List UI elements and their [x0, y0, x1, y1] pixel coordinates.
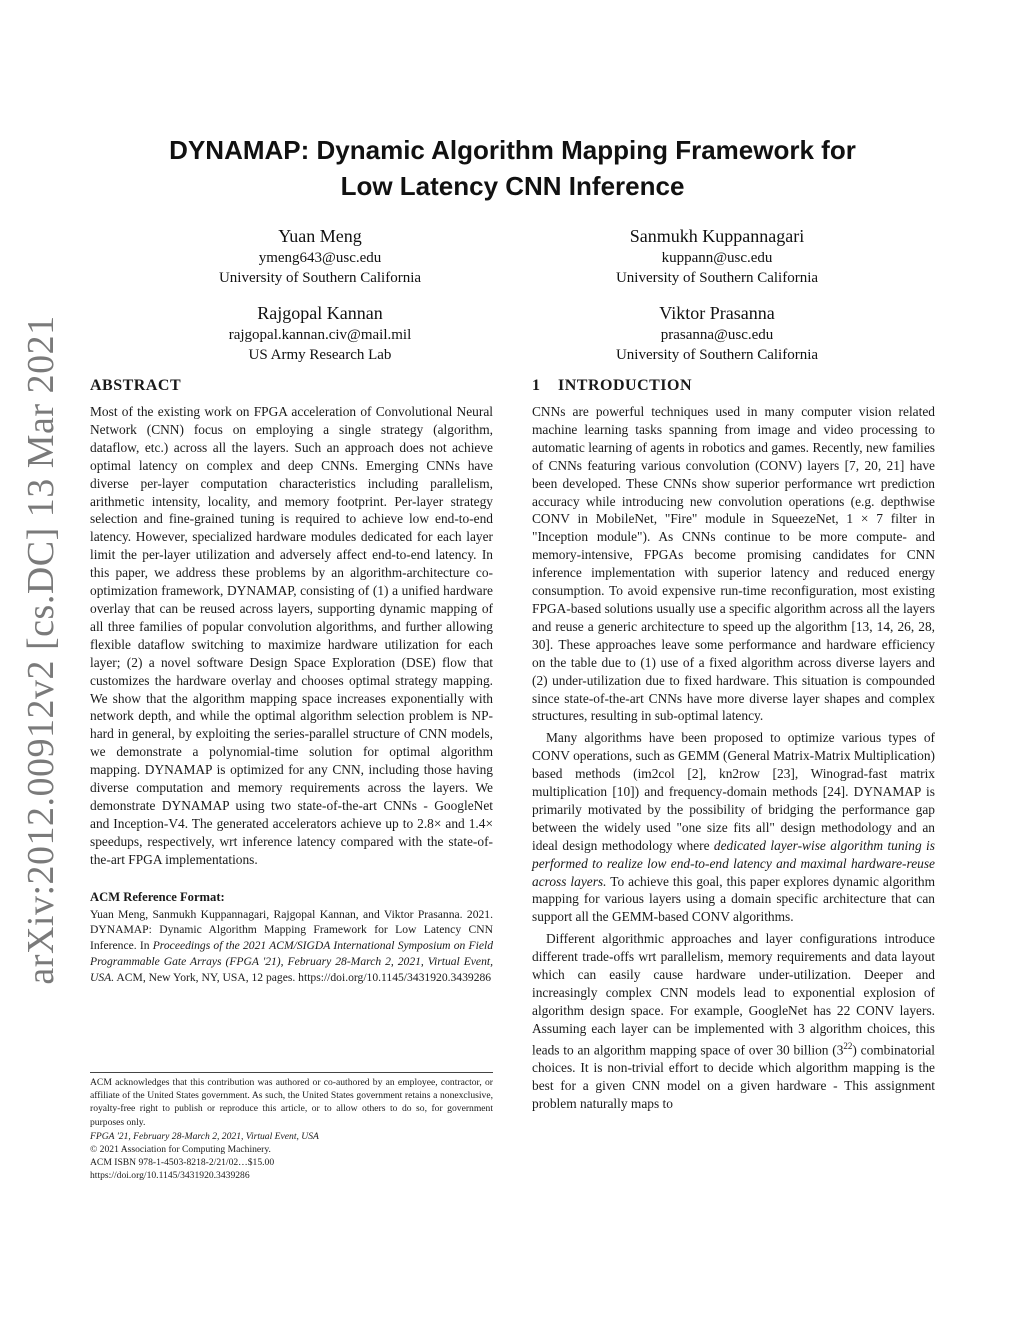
- acm-reference-heading: ACM Reference Format:: [90, 889, 225, 904]
- title-line-2: Low Latency CNN Inference: [340, 171, 685, 201]
- author-affiliation: University of Southern California: [615, 270, 819, 286]
- reference-proceedings: Proceedings of the 2021 ACM/SIGDA International Symposium on Field Programmable Gate Arrays (FPGA '21), February 28-March 2, 2021, Virtual Event, USA.: [90, 939, 493, 985]
- paper-title: [90, 132, 935, 204]
- abstract-heading: ABSTRACT: [90, 377, 182, 394]
- right-column: [532, 376, 935, 1113]
- abstract-text: Most of the existing work on FPGA acceleration of Convolutional Neural Network (CNN) focus on employing a single strategy (algorithm, dataflow, etc.) across all the layers. Such an approach does not achieve optimal latency on complex and deep CNNs. Emerging CNNs have diverse per-layer computation characteristics including parallelism, arithmetic intensity, locality, and memory footprint. Per-layer strategy selection and fine-grained tuning is required to achieve low end-to-end latency. However, specialized hardware modules dedicated for each layer limit the per-layer utilization and adversely affect end-to-end latency. In this paper, we address these problems by an algorithm-architecture co-optimization framework, DYNAMAP, consisting of (1) a unified hardware overlay that can be reused across layers, supporting dynamic mapping of all three families of popular convolution algorithms, and further allowing flexible dataflow switching to maximize hardware utilization for each layer; (2) a novel software Design Space Exploration (DSE) flow that customizes the hardware overlay and chooses optimal strategy mapping. We show that the algorithm mapping space increases exponentially with network depth, and while the optimal algorithm selection problem is NP-hard in general, by exploiting the series-parallel structure of CNN models, we demonstrate a polynomial-time solution for optimal algorithm mapping. DYNAMAP is optimized for any CNN, including those having diverse computation and memory requirements across the layers. We demonstrate DYNAMAP using two state-of-the-art CNNs - GoogleNet and Inception-V4. The generated accelerators achieve up to 2.8× and 1.4× speedups, respectively, wrt inference latency compared with the state-of-the-art FPGA implementations.: [90, 404, 493, 867]
- author-name: Yuan Meng: [278, 226, 362, 246]
- intro-paragraph-3: [532, 930, 935, 1113]
- author-block-3: [155, 301, 485, 365]
- author-name: Sanmukh Kuppannagari: [629, 226, 805, 246]
- copyright-footnote: [90, 1072, 493, 1183]
- intro-paragraph-2-emphasis: dedicated layer-wise algorithm tuning is performed to realize low end-to-end latency and maximal hardware-reuse across layers.: [532, 837, 935, 889]
- author-block-2: [552, 224, 882, 288]
- exponent: 22: [843, 1040, 853, 1051]
- introduction-heading: [532, 376, 935, 396]
- arxiv-identifier: arXiv:2012.00912v2 [cs.DC] 13 Mar 2021: [20, 315, 62, 985]
- section-title: INTRODUCTION: [558, 377, 693, 394]
- author-email[interactable]: ymeng643@usc.edu: [258, 250, 382, 266]
- intro-paragraph-2: [532, 729, 935, 926]
- copyright-line: © 2021 Association for Computing Machinery.: [90, 1144, 271, 1156]
- author-name: Viktor Prasanna: [659, 303, 775, 323]
- venue-line: FPGA '21, February 28-March 2, 2021, Virtual Event, USA: [90, 1130, 319, 1142]
- author-affiliation: University of Southern California: [615, 347, 819, 363]
- author-block-1: [155, 224, 485, 288]
- author-affiliation: US Army Research Lab: [248, 347, 392, 363]
- author-email[interactable]: prasanna@usc.edu: [660, 327, 774, 343]
- author-affiliation: University of Southern California: [218, 270, 422, 286]
- intro-paragraph-2-tail: To achieve this goal, this paper explores dynamic algorithm mapping for various layers using a domain specific architecture that can support all the GEMM-based CONV algorithms.: [532, 873, 935, 925]
- author-name: Rajgopal Kannan: [257, 303, 383, 323]
- author-email[interactable]: kuppann@usc.edu: [661, 250, 773, 266]
- author-block-4: [552, 301, 882, 365]
- intro-paragraph-2-text: Many algorithms have been proposed to optimize various types of CONV operations, such as GEMM (General Matrix-Matrix Multiplication) based methods (im2col [2], kn2row [23], Winograd-fast matrix multiplication [10]) and frequency-domain methods [24]. DYNAMAP is primarily motivated by the possibility of bridging the performance gap between the widely used "one size fits all" design methodology and an ideal design methodology where: [532, 730, 935, 853]
- intro-paragraph-1: CNNs are powerful techniques used in many computer vision related machine learning tasks spanning from image and video processing to automatic learning of agents in robotics and games. Recently, new families of CNNs featuring various convolution (CONV) layers [7, 20, 21] have been developed. These CNNs show superior performance wrt prediction accuracy while introducing new convolution operations (e.g. depthwise CONV in MobileNet, "Fire" module in SqueezeNet, 1 × 7 filter in "Inception module"). As CNNs continue to be more compute- and memory-intensive, FPGAs become promising candidates for CNN inference implementation with superior latency and reduced energy consumption. To avoid expensive run-time reconfiguration, most existing FPGA-based solutions usually use a specific algorithm across all the layers and reuse a generic architecture to speed up the algorithm [13, 14, 26, 28, 30]. These approaches leave some performance and hardware efficiency on the table due to (1) use of a fixed algorithm across diverse layers and (2) under-utilization due to fixed hardware. This situation is compounded since state-of-the-art CNNs have more diverse layer shapes and complex structures, resulting in sub-optimal latency.: [532, 404, 935, 724]
- doi-link[interactable]: https://doi.org/10.1145/3431920.3439286: [90, 1170, 250, 1182]
- arxiv-sidebar-stamp: [12, 315, 70, 985]
- author-email[interactable]: rajgopal.kannan.civ@mail.mil: [228, 327, 412, 343]
- left-column: [90, 376, 493, 986]
- reference-publisher-doi: ACM, New York, NY, USA, 12 pages. https://doi.org/10.1145/3431920.3439286: [114, 971, 492, 985]
- acm-reference-text: [90, 907, 493, 987]
- title-line-1: DYNAMAP: Dynamic Algorithm Mapping Framework for: [169, 135, 856, 165]
- government-notice: ACM acknowledges that this contribution was authored or co-authored by an employee, contractor, or affiliate of the United States government. As such, the United States government retains a nonexclusive, royalty-free right to publish or reproduce this article, or to allow others to do so, for government purposes only.: [90, 1077, 493, 1128]
- reference-authors: Yuan Meng, Sanmukh Kuppannagari, Rajgopal Kannan, and Viktor Prasanna. 2021. DYNAMAP: Dynamic Algorithm Mapping Framework for Low Latency CNN Inference. In: [90, 907, 493, 953]
- isbn-line: ACM ISBN 978-1-4503-8218-2/21/02…$15.00: [90, 1157, 275, 1169]
- section-number: 1: [532, 377, 541, 394]
- intro-paragraph-3-text: Different algorithmic approaches and layer configurations introduce different trade-offs wrt parallelism, memory requirements and data layout which can easily cause hardware under-utilization. Deeper and increasingly complex CNN models lead to exponential explosion of algorithm design space. For example, GoogleNet has 22 CONV layers. Assuming each layer can be implemented with 3 algorithm choices, this leads to an algorithm mapping space of over 30 billion (3: [532, 931, 935, 1058]
- intro-paragraph-3-tail: ) combinatorial choices. It is non-trivial effort to decide which algorithm mapping is the best for a given CNN model on a given hardware - This assignment problem naturally maps to: [532, 1042, 935, 1111]
